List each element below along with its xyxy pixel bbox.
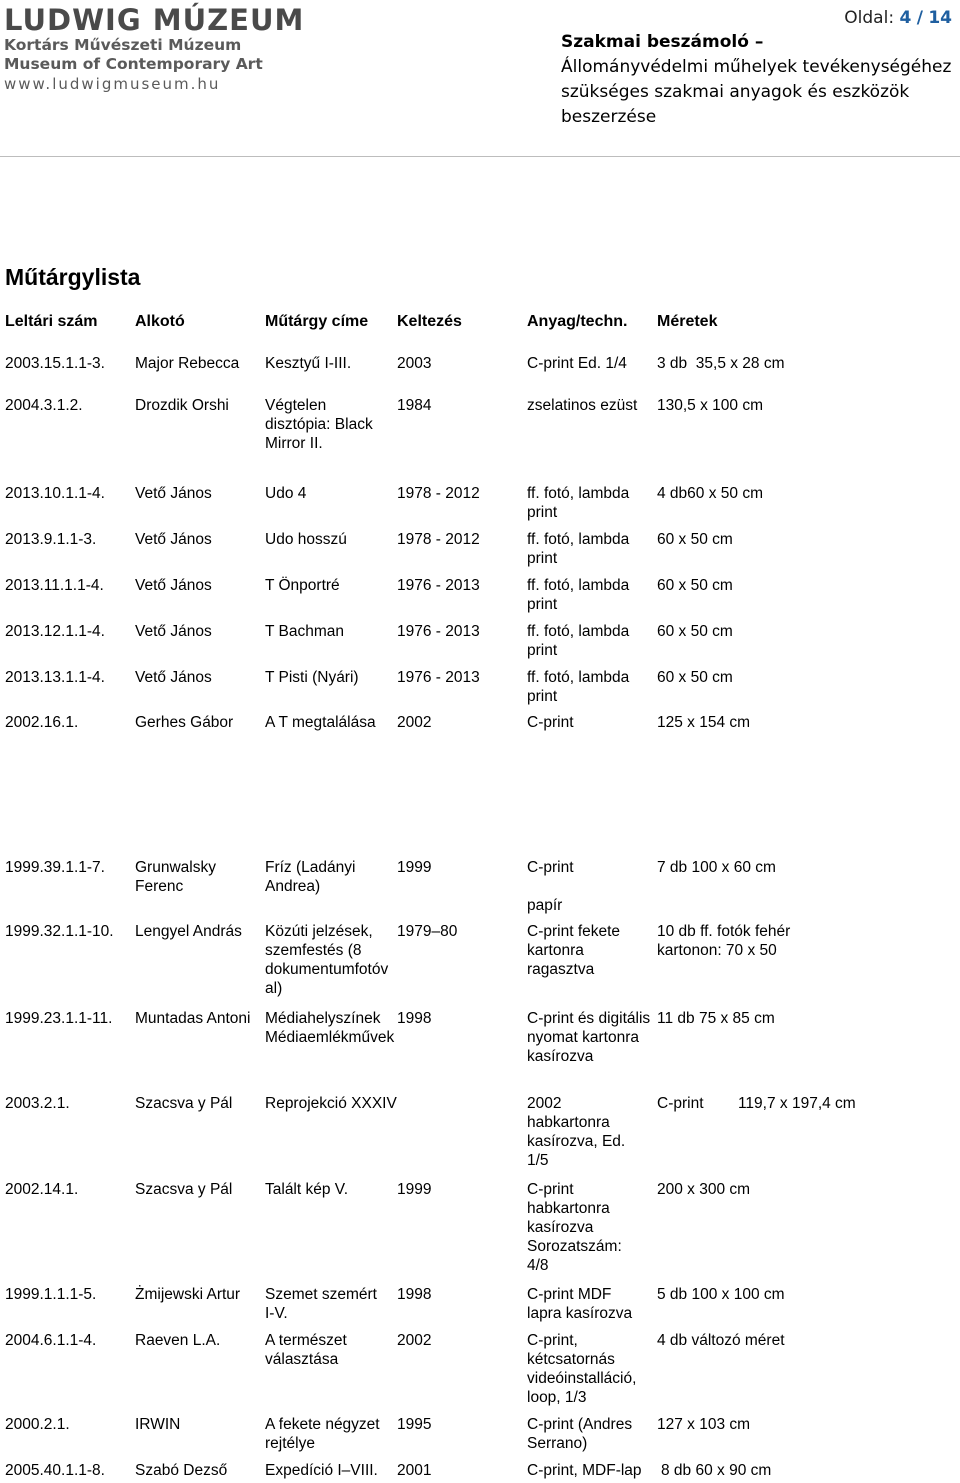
- header-divider: [0, 156, 960, 157]
- cell-size: 5 db 100 x 100 cm: [657, 1286, 785, 1303]
- cell-title: Médiahelyszínek Médiaemlékművek: [265, 1010, 395, 1046]
- cell-artist: Drozdik Orshi: [135, 397, 229, 414]
- cell-artist: Gerhes Gábor: [135, 714, 234, 731]
- cell-inventory: 2013.12.1.1-4.: [5, 623, 105, 640]
- cell-size: 130,5 x 100 cm: [657, 397, 763, 414]
- cell-inventory: 2000.2.1.: [5, 1416, 70, 1433]
- cell-size: 11 db 75 x 85 cm: [657, 1010, 775, 1027]
- cell-title: Talált kép V.: [265, 1181, 349, 1198]
- cell-title: A természet választása: [265, 1332, 347, 1368]
- cell-title: Fríz (Ladányi Andrea): [265, 859, 356, 895]
- cell-size: 7 db 100 x 60 cm: [657, 859, 776, 876]
- cell-size: 4 db60 x 50 cm: [657, 485, 763, 502]
- cell-inventory: 2003.2.1.: [5, 1095, 70, 1112]
- cell-artist: Lengyel András: [135, 923, 242, 940]
- cell-date: 2003: [397, 355, 432, 372]
- cell-size: 125 x 154 cm: [657, 714, 751, 731]
- cell-artist: Szabó Dezső: [135, 1462, 228, 1479]
- report-line: beszerzése: [561, 107, 657, 127]
- cell-date: 2002: [397, 714, 432, 731]
- cell-medium: C-print (Andres Serrano): [527, 1416, 633, 1452]
- cell-title: A T megtalálása: [265, 714, 376, 731]
- cell-artist: Vető János: [135, 623, 212, 640]
- column-header-size: Méretek: [657, 313, 718, 330]
- cell-artist: Vető János: [135, 577, 212, 594]
- cell-medium: ff. fotó, lambda print: [527, 623, 630, 659]
- cell-medium: ff. fotó, lambda print: [527, 669, 630, 705]
- cell-size: 3 db 35,5 x 28 cm: [657, 355, 785, 372]
- cell-medium: ff. fotó, lambda print: [527, 485, 630, 521]
- cell-medium: 2002 habkartonra kasírozva, Ed. 1/5: [527, 1095, 626, 1169]
- cell-size: 10 db ff. fotók fehér kartonon: 70 x 50: [657, 923, 791, 959]
- cell-medium: C-print, MDF-lap: [527, 1462, 642, 1479]
- report-title: Szakmai beszámoló –: [561, 32, 764, 52]
- cell-date: 1984: [397, 397, 432, 414]
- cell-medium: zselatinos ezüst: [527, 397, 638, 414]
- cell-artist: Szacsva y Pál: [135, 1181, 233, 1198]
- cell-date: 1979–80: [397, 923, 458, 940]
- cell-date: 1999: [397, 1181, 432, 1198]
- cell-inventory: 1999.32.1.1-10.: [5, 923, 114, 940]
- cell-inventory: 2002.16.1.: [5, 714, 79, 731]
- cell-date: 1998: [397, 1286, 432, 1303]
- cell-medium: C-print, kétcsatornás videóinstalláció, loop, 1/3: [527, 1332, 637, 1406]
- cell-size: 200 x 300 cm: [657, 1181, 751, 1198]
- cell-size: 60 x 50 cm: [657, 577, 733, 594]
- cell-title: Kesztyű I-III.: [265, 355, 352, 372]
- logo-title: LUDWIG MÚZEUM: [4, 3, 305, 37]
- cell-date: 1978 - 2012: [397, 531, 480, 548]
- cell-size: 8 db 60 x 90 cm: [661, 1462, 772, 1479]
- cell-title: T Pisti (Nyári): [265, 669, 359, 686]
- cell-inventory: 2013.11.1.1-4.: [5, 577, 104, 594]
- cell-medium: ff. fotó, lambda print: [527, 577, 630, 613]
- cell-inventory: 2005.40.1.1-8.: [5, 1462, 105, 1479]
- cell-date: 1976 - 2013: [397, 623, 480, 640]
- cell-medium: ff. fotó, lambda print: [527, 531, 630, 567]
- cell-size: 60 x 50 cm: [657, 623, 733, 640]
- cell-size: 4 db változó méret: [657, 1332, 785, 1349]
- cell-date: 2001: [397, 1462, 432, 1479]
- cell-inventory: 2013.9.1.1-3.: [5, 531, 97, 548]
- page-number: [844, 8, 952, 28]
- page-total: 14: [928, 8, 952, 28]
- cell-size: C-print 119,7 x 197,4 cm: [657, 1095, 856, 1112]
- cell-artist: Grunwalsky Ferenc: [135, 859, 216, 895]
- cell-size: 60 x 50 cm: [657, 669, 733, 686]
- cell-title: A fekete négyzet rejtélye: [265, 1416, 380, 1452]
- cell-artist: Vető János: [135, 669, 212, 686]
- column-header-title: Műtárgy címe: [265, 313, 369, 330]
- report-heading: [561, 30, 959, 130]
- logo-subtitle-en: Museum of Contemporary Art: [4, 55, 263, 73]
- report-line: Állományvédelmi műhelyek tevékenységéhez: [561, 57, 952, 77]
- cell-title: Szemet szemért I-V.: [265, 1286, 377, 1322]
- logo-url: www.ludwigmuseum.hu: [4, 75, 221, 93]
- cell-artist: Vető János: [135, 531, 212, 548]
- column-header-medium: Anyag/techn.: [527, 313, 628, 330]
- cell-title: T Bachman: [265, 623, 344, 640]
- cell-artist: Żmijewski Artur: [135, 1286, 241, 1303]
- page-separator: /: [916, 8, 923, 28]
- cell-artist: Vető János: [135, 485, 212, 502]
- cell-title: Végtelen disztópia: Black Mirror II.: [265, 397, 373, 452]
- cell-inventory: 2004.6.1.1-4.: [5, 1332, 97, 1349]
- logo-subtitle-hu: Kortárs Művészeti Múzeum: [4, 36, 242, 54]
- cell-inventory: 2013.13.1.1-4.: [5, 669, 105, 686]
- cell-inventory: 2002.14.1.: [5, 1181, 79, 1198]
- page-label: Oldal:: [844, 8, 895, 28]
- cell-title: Reprojekció XXXIV: [265, 1095, 397, 1112]
- page-current: 4: [899, 8, 912, 28]
- cell-artist: Major Rebecca: [135, 355, 240, 372]
- cell-inventory: 1999.23.1.1-11.: [5, 1010, 113, 1027]
- cell-date: 1976 - 2013: [397, 669, 480, 686]
- cell-inventory: 1999.39.1.1-7.: [5, 859, 105, 876]
- cell-date: 1976 - 2013: [397, 577, 480, 594]
- cell-inventory: 2013.10.1.1-4.: [5, 485, 105, 502]
- column-header-artist: Alkotó: [135, 313, 185, 330]
- cell-title: Közúti jelzések, szemfestés (8 dokumentumfotóv al): [265, 923, 389, 997]
- cell-medium: C-print fekete kartonra ragasztva: [527, 923, 621, 978]
- cell-size: 60 x 50 cm: [657, 531, 733, 548]
- cell-artist: IRWIN: [135, 1416, 181, 1433]
- cell-title: Udo 4: [265, 485, 307, 502]
- museum-logo: [4, 3, 305, 94]
- cell-date: 1999: [397, 859, 432, 876]
- cell-medium: C-print: [527, 714, 574, 731]
- report-line: szükséges szakmai anyagok és eszközök: [561, 82, 910, 102]
- cell-medium: C-print papír: [527, 859, 574, 914]
- cell-size: 127 x 103 cm: [657, 1416, 751, 1433]
- cell-title: Udo hosszú: [265, 531, 347, 548]
- cell-medium: C-print Ed. 1/4: [527, 355, 627, 372]
- column-header-date: Keltezés: [397, 313, 462, 330]
- cell-inventory: 2003.15.1.1-3.: [5, 355, 105, 372]
- cell-medium: C-print habkartonra kasírozva Sorozatszám: 4/8: [527, 1181, 622, 1274]
- cell-title: T Önportré: [265, 577, 340, 594]
- cell-artist: Raeven L.A.: [135, 1332, 221, 1349]
- cell-medium: C-print és digitális nyomat kartonra kasírozva: [527, 1010, 651, 1065]
- section-title: Műtárgylista: [5, 264, 141, 290]
- column-header-inventory: Leltári szám: [5, 313, 98, 330]
- cell-artist: Szacsva y Pál: [135, 1095, 233, 1112]
- cell-date: 1995: [397, 1416, 432, 1433]
- cell-artist: Muntadas Antoni: [135, 1010, 251, 1027]
- cell-date: 1998: [397, 1010, 432, 1027]
- cell-inventory: 1999.1.1.1-5.: [5, 1286, 97, 1303]
- cell-title: Expedíció I–VIII.: [265, 1462, 378, 1479]
- cell-inventory: 2004.3.1.2.: [5, 397, 83, 414]
- cell-date: 1978 - 2012: [397, 485, 480, 502]
- cell-date: 2002: [397, 1332, 432, 1349]
- cell-medium: C-print MDF lapra kasírozva: [527, 1286, 633, 1322]
